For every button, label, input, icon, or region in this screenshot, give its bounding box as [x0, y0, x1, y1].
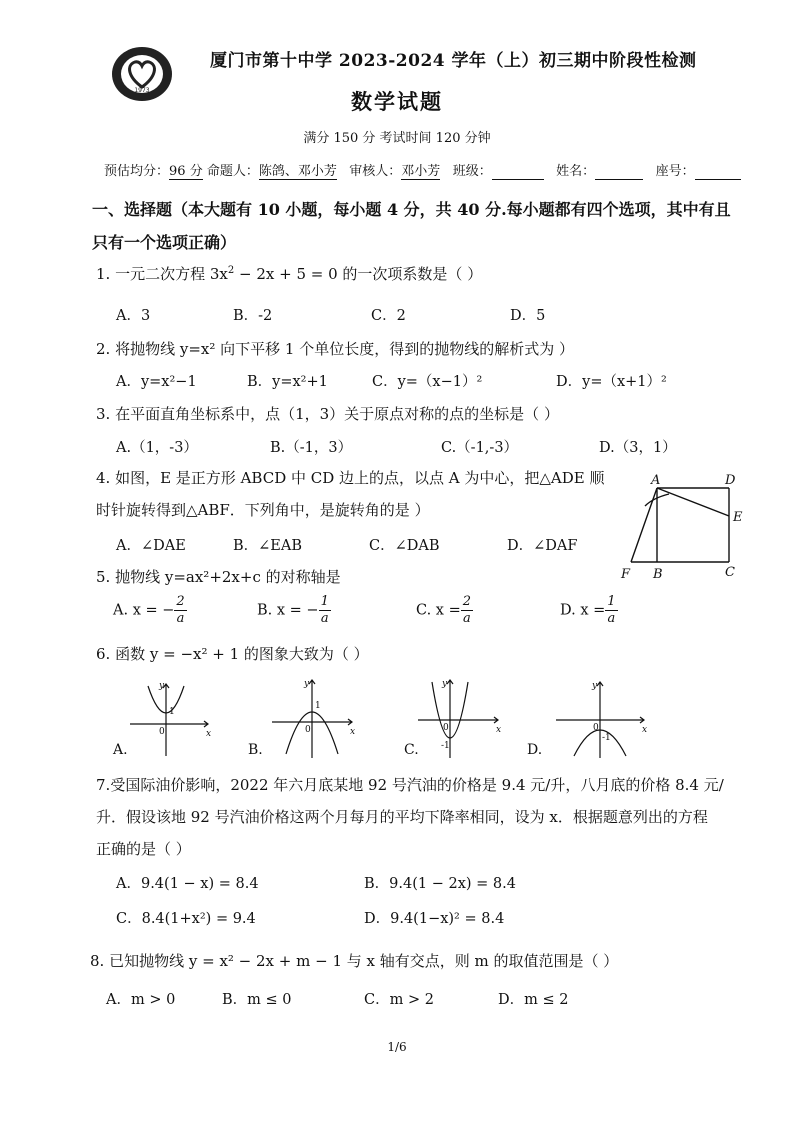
svg-text:1: 1: [169, 707, 175, 717]
meta-line: [104, 160, 741, 180]
question-4-line-1: 4. 如图，E 是正方形 ABCD 中 CD 边上的点，以点 A 为中心，把△ADE 顺: [96, 469, 605, 487]
q1-option-c: C．2: [371, 308, 406, 324]
q8-option-b: B．m ≤ 0: [222, 992, 292, 1008]
q3-option-a: A.（1，-3）: [116, 440, 198, 456]
q4-option-b: B．∠EAB: [233, 538, 303, 554]
q5-option-a: A. x = − $\frac{2}{a}$: [113, 594, 185, 626]
q8-option-d: D．m ≤ 2: [498, 992, 569, 1008]
exam-title: 厦门市第十中学 2023-2024 学年（上）初三期中阶段性检测: [210, 51, 697, 71]
svg-text:0: 0: [305, 725, 311, 735]
q4-option-a: A．∠DAE: [116, 538, 186, 554]
logo-year: 1973: [134, 87, 150, 94]
question-7-line-3: 正确的是（ ）: [96, 840, 191, 858]
question-6: 6. 函数 y = −x² + 1 的图象大致为（ ）: [96, 645, 369, 663]
svg-text:0: 0: [593, 723, 599, 733]
q7-option-c: C．8.4(1+x²) = 9.4: [116, 911, 256, 927]
graph-d: [552, 678, 648, 760]
svg-text:x: x: [642, 725, 648, 735]
class-label: 班级：: [452, 164, 492, 179]
svg-text:0: 0: [159, 727, 165, 737]
graph-a: [126, 678, 214, 758]
graph-b: [268, 676, 358, 760]
seat-field[interactable]: [695, 164, 741, 180]
q4-option-d: D．∠DAF: [507, 538, 578, 554]
question-2: 2. 将抛物线 y=x² 向下平移 1 个单位长度，得到的抛物线的解析式为 ）: [96, 340, 574, 358]
svg-text:1: 1: [315, 701, 321, 711]
name-label: 姓名：: [556, 164, 596, 179]
q5-option-c: C. x = $\frac{2}{a}$: [416, 594, 472, 626]
exam-info: 满分 150 分 考试时间 120 分钟: [303, 131, 491, 146]
question-3: 3. 在平面直角坐标系中，点（1，3）关于原点对称的点的坐标是（ ）: [96, 405, 559, 423]
svg-text:-1: -1: [602, 733, 611, 743]
q2-option-a: A．y=x²−1: [116, 374, 197, 390]
question-5: 5. 抛物线 y=ax²+2x+c 的对称轴是: [96, 568, 341, 586]
svg-text:x: x: [206, 729, 212, 739]
q6-option-d: D.: [527, 742, 543, 758]
svg-text:0: 0: [443, 723, 449, 733]
q6-option-c: C.: [404, 742, 419, 758]
q5-option-d: D. x = $\frac{1}{a}$: [560, 594, 616, 626]
page-number: 1/6: [387, 1040, 407, 1054]
q8-option-a: A．m > 0: [106, 992, 176, 1008]
q3-option-b: B.（-1，3）: [270, 440, 353, 456]
name-field[interactable]: [595, 164, 643, 180]
q1-option-a: A．3: [116, 308, 151, 324]
question-7-line-1: 7.受国际油价影响，2022 年六月底某地 92 号汽油的价格是 9.4 元/升，八月底的价格 8.4 元/: [96, 776, 724, 794]
q2-option-c: C．y=（x−1）²: [372, 374, 483, 390]
class-field[interactable]: [492, 164, 544, 180]
graph-c: [414, 676, 504, 760]
fig-label-e: E: [733, 510, 743, 525]
fig-label-b: B: [653, 567, 663, 582]
q5-option-b: B. x = − $\frac{1}{a}$: [257, 594, 329, 626]
fig-label-c: C: [725, 565, 735, 580]
question-4-line-2: 时针旋转得到△ABF．下列角中，是旋转角的是 ）: [96, 501, 430, 519]
svg-text:y: y: [592, 681, 598, 691]
svg-text:x: x: [350, 727, 356, 737]
q7-option-a: A．9.4(1 − x) = 8.4: [116, 876, 259, 892]
subject-title: 数学试题: [351, 89, 443, 114]
q7-option-d: D．9.4(1−x)² = 8.4: [364, 911, 505, 927]
q2-option-b: B．y=x²+1: [247, 374, 328, 390]
q6-option-b: B.: [248, 742, 263, 758]
q7-option-b: B．9.4(1 − 2x) = 8.4: [364, 876, 516, 892]
square-rotation-figure: [615, 472, 755, 584]
q3-option-c: C.（-1,-3）: [441, 440, 519, 456]
svg-text:x: x: [496, 725, 502, 735]
section-heading: 一、选择题（本大题有 10 小题，每小题 4 分，共 40 分.每小题都有四个选项，其中有且只有一个选项正确）: [92, 200, 731, 252]
q3-option-d: D.（3，1）: [599, 440, 677, 456]
seat-label: 座号：: [655, 164, 695, 179]
reviewer-value: 邓小芳: [401, 160, 440, 180]
q6-option-a: A.: [113, 742, 128, 758]
avg-value: 96 分: [169, 160, 203, 180]
author-label: 命题人：: [206, 164, 259, 179]
fig-label-a: A: [651, 473, 661, 488]
fig-label-f: F: [621, 567, 631, 582]
q2-option-d: D．y=（x+1）²: [556, 374, 667, 390]
fig-label-d: D: [725, 473, 736, 488]
svg-text:-1: -1: [441, 741, 450, 751]
question-7-line-2: 升．假设该地 92 号汽油价格这两个月每月的平均下降率相同，设为 x．根据题意列出的方程: [96, 808, 708, 826]
q4-option-c: C．∠DAB: [369, 538, 440, 554]
question-1: 1. 一元二次方程 $3x^2 - 2x + 5 = 0$ 的一次项系数是（ ）: [96, 265, 483, 283]
author-value: 陈鸽、邓小芳: [259, 160, 337, 180]
avg-label: 预估均分：: [104, 164, 170, 179]
q1-option-b: B．-2: [233, 308, 273, 324]
svg-text:y: y: [304, 679, 310, 689]
question-8: 8. 已知抛物线 y = x² − 2x + m − 1 与 x 轴有交点，则 m 的取值范围是（ ）: [90, 952, 619, 970]
svg-text:y: y: [159, 681, 165, 691]
reviewer-label: 审核人：: [349, 164, 402, 179]
q8-option-c: C．m > 2: [364, 992, 434, 1008]
svg-text:y: y: [442, 679, 448, 689]
q1-option-d: D．5: [510, 308, 546, 324]
